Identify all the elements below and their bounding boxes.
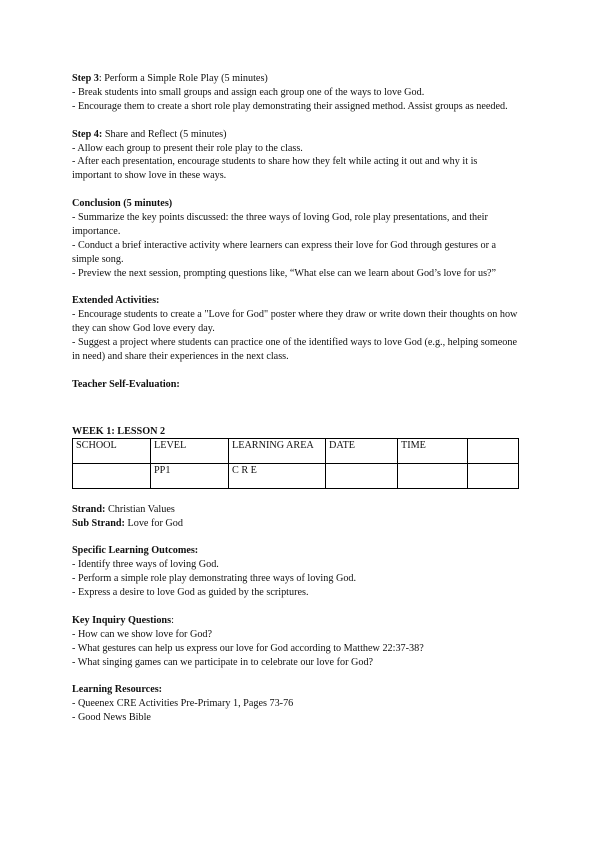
list-item: - After each presentation, encourage students to share how they felt while acting it out and why it is important to show love in these ways.: [72, 156, 478, 182]
table-header-cell: DATE: [326, 438, 398, 463]
table-header-cell: [468, 438, 519, 463]
strand-label: Strand:: [72, 503, 106, 515]
table-header-cell: SCHOOL: [73, 438, 151, 463]
list-item: - What singing games can we participate in to celebrate our love for God?: [72, 656, 374, 668]
sub-strand-value: Love for God: [124, 517, 183, 529]
list-item: - Break students into small groups and assign each group one of the ways to love God.: [72, 86, 425, 98]
conclusion-section: [72, 197, 518, 280]
step4-section: [72, 128, 518, 184]
list-item: - Encourage them to create a short role play demonstrating their assigned method. Assist groups as needed.: [72, 100, 508, 112]
sub-strand-line: [72, 517, 518, 531]
table-cell: C R E: [229, 463, 326, 488]
lesson-info-table: [72, 438, 519, 489]
list-item: - Express a desire to love God as guided by the scriptures.: [72, 587, 309, 599]
resources-title: Learning Resources:: [72, 684, 163, 696]
table-header-cell: TIME: [398, 438, 468, 463]
table-header-cell: LEVEL: [151, 438, 229, 463]
self-evaluation-section: [72, 378, 518, 392]
table-cell: [468, 463, 519, 488]
self-evaluation-title: Teacher Self-Evaluation:: [72, 378, 180, 390]
strand-value: Christian Values: [105, 503, 175, 515]
table-header-cell: LEARNING AREA: [229, 438, 326, 463]
outcomes-title: Specific Learning Outcomes:: [72, 545, 199, 557]
step4-heading-text: Share and Reflect (5 minutes): [102, 128, 227, 140]
outcomes-section: [72, 544, 518, 600]
table-row: [73, 463, 519, 488]
resources-section: [72, 683, 518, 725]
week-lesson-title: WEEK 1: LESSON 2: [72, 425, 166, 437]
list-item: - Queenex CRE Activities Pre-Primary 1, Pages 73-76: [72, 698, 294, 710]
list-item: - Preview the next session, prompting questions like, “What else can we learn about God’s love for us?”: [72, 267, 497, 279]
list-item: - Summarize the key points discussed: the three ways of loving God, role play presentations, and their importance.: [72, 212, 488, 237]
list-item: - Suggest a project where students can practice one of the identified ways to love God (e.g., helping someone in need) and share their experiences in the next class.: [72, 337, 518, 363]
inquiry-heading: [72, 614, 518, 628]
step4-heading: [72, 128, 518, 142]
list-item: - Conduct a brief interactive activity where learners can express their love for God through gestures or a simple song.: [72, 239, 497, 265]
inquiry-colon: :: [171, 614, 174, 626]
extended-title: Extended Activities:: [72, 295, 160, 307]
step4-title: Step 4:: [72, 128, 103, 140]
list-item: - Encourage students to create a "Love for God" poster where they draw or write down their thoughts on how they can show God love every day.: [72, 309, 518, 335]
table-cell: [73, 463, 151, 488]
list-item: - What gestures can help us express our love for God according to Matthew 22:37-38?: [72, 642, 424, 654]
table-cell: PP1: [151, 463, 229, 488]
list-item: - How can we show love for God?: [72, 628, 213, 640]
conclusion-title: Conclusion (5 minutes): [72, 198, 173, 210]
list-item: - Identify three ways of loving God.: [72, 559, 219, 571]
table-cell: [326, 463, 398, 488]
inquiry-section: [72, 614, 518, 670]
inquiry-title: Key Inquiry Questions: [72, 614, 172, 626]
list-item: - Perform a simple role play demonstrating three ways of loving God.: [72, 573, 357, 585]
document-page: [72, 72, 518, 725]
strand-line: [72, 503, 518, 517]
extended-section: [72, 294, 518, 364]
list-item: - Allow each group to present their role play to the class.: [72, 142, 303, 154]
step3-heading-text: : Perform a Simple Role Play (5 minutes): [98, 73, 268, 84]
sub-strand-label: Sub Strand:: [72, 517, 125, 529]
step3-section: [72, 72, 518, 114]
step3-heading: [72, 72, 518, 86]
list-item: - Good News Bible: [72, 712, 151, 724]
table-header-row: [73, 438, 519, 463]
step3-title: Step 3: [72, 73, 99, 84]
strand-section: [72, 503, 518, 531]
table-cell: [398, 463, 468, 488]
